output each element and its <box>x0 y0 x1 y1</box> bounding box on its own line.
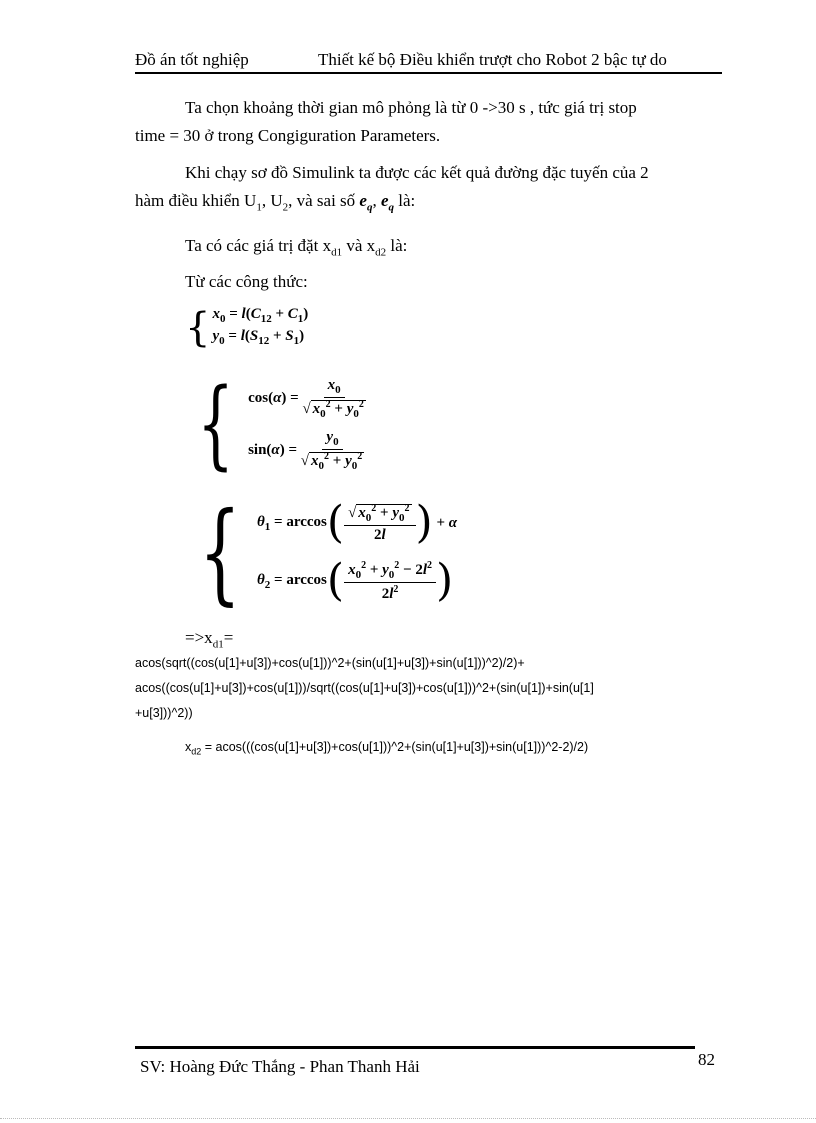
page-number: 82 <box>698 1050 715 1069</box>
subscript: 2 <box>282 201 289 214</box>
text-fragment: x <box>185 740 192 754</box>
xd1-expression-line-3: +u[3]))^2)) <box>135 706 193 720</box>
xd2-expression <box>185 740 588 757</box>
equation-system-1: { $x_0 = l(C_{12} + C_1)$ $y_0 = l(S_{12} + S_1)$ <box>185 305 309 351</box>
paragraph-3 <box>185 236 407 258</box>
text-fragment: là: <box>386 236 408 255</box>
subscript: d1 <box>331 246 343 259</box>
xd1-expression-line-2: acos((cos(u[1]+u[3])+cos(u[1]))/sqrt((cos(u[1]+u[3])+cos(u[1]))^2+(sin(u[1])+sin(u[1] <box>135 681 594 695</box>
text-fragment: là: <box>398 191 416 210</box>
header-rule <box>135 72 722 74</box>
header-right-title: Thiết kế bộ Điều khiển trượt cho Robot 2 bậc tự do <box>318 50 667 69</box>
error-symbol-2: $e_q$ <box>380 191 395 214</box>
paragraph-4: Từ các công thức: <box>185 272 308 291</box>
text-fragment: hàm điều khiển U <box>135 191 257 210</box>
text-fragment: Ta có các giá trị đặt x <box>185 236 332 255</box>
paragraph-1-line-2: time = 30 ở trong Congiguration Parameters. <box>135 126 441 145</box>
equation-system-3: { $\theta_1 = \arccos$ ( $\frac{√ x_0^2 + y_0^2}{2l}$ ) + α $\theta_2 = \arccos$ ( $\frac{x_0^2 + y_0^2 - 2l^2}{2l^2}$ ) <box>199 488 458 616</box>
paragraph-1-line-1: Ta chọn khoảng thời gian mô phỏng là từ 0 ->30 s , tức giá trị stop <box>185 98 637 117</box>
text-fragment: =>x <box>185 628 213 647</box>
equation-system-2: { cos(α) = $\frac{x_0}{√ x_0^2 + y_0^2}$ sin(α) = $\frac{y_0}{√ x_0^2 + y_0^2}$ <box>197 368 364 480</box>
xd1-label <box>185 628 233 650</box>
footer-rule <box>135 1046 695 1049</box>
text-fragment: = acos(((cos(u[1]+u[3])+cos(u[1]))^2+(sin(u[1]+u[3])+sin(u[1]))^2-2)/2) <box>201 740 589 754</box>
xd1-expression-line-1: acos(sqrt((cos(u[1]+u[3])+cos(u[1]))^2+(sin(u[1]+u[3])+sin(u[1]))^2)/2)+ <box>135 656 525 670</box>
text-fragment: = <box>223 628 234 647</box>
subscript: d2 <box>191 746 202 757</box>
header-left-title: Đồ án tốt nghiệp <box>135 50 249 69</box>
paragraph-2-line-1: Khi chạy sơ đồ Simulink ta được các kết quả đường đặc tuyến của 2 <box>185 163 649 182</box>
error-symbol-1: $e_q$ <box>359 191 373 214</box>
footer-authors: SV: Hoàng Đức Thắng - Phan Thanh Hải <box>140 1057 420 1076</box>
subscript: d2 <box>375 246 387 259</box>
text-fragment: , U <box>261 191 283 210</box>
text-fragment: , và sai số <box>288 191 356 210</box>
paragraph-2-line-2: hàm điều khiển $U_1$, $U_2$, và sai số $e_q$, $e_q$ là: <box>135 191 416 214</box>
page-edge-divider <box>0 1118 816 1119</box>
text-fragment: và x <box>342 236 376 255</box>
subscript: 1 <box>256 201 262 214</box>
subscript: d1 <box>212 638 224 651</box>
